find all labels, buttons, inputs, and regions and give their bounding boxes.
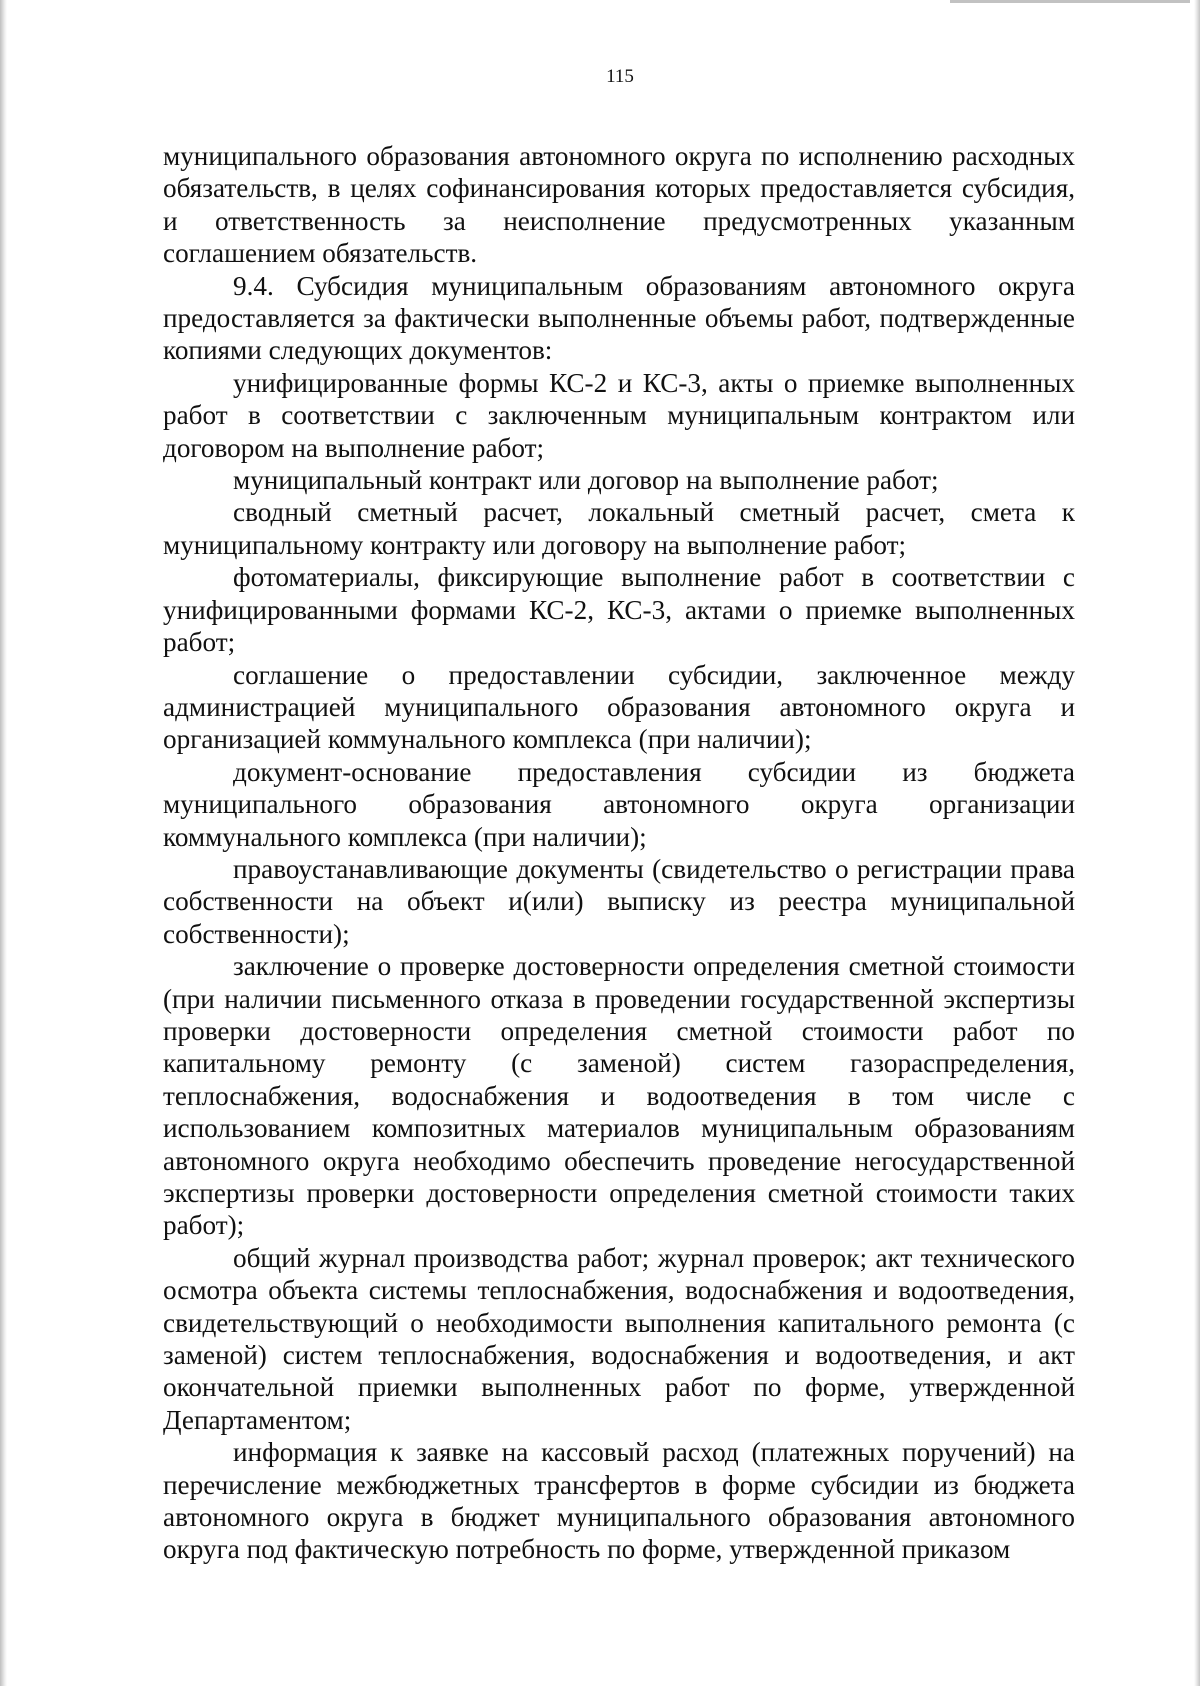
scan-edge-left	[0, 0, 7, 1686]
list-item-cash-expense-info: информация к заявке на кассовый расход (платежных поручений) на перечисление межбюджетных трансфертов в форме субсидии из бюджета автономного округа в бюджет муниципального образования автономного округа под фактическую потребность по форме, утвержденной приказом	[163, 1437, 1075, 1565]
list-item-subsidy-agreement: соглашение о предоставлении субсидии, заключенное между администрацией муниципального образования автономного округа и организацией коммунального комплекса (при наличии);	[163, 659, 1075, 755]
list-item-title-documents: правоустанавливающие документы (свидетельство о регистрации права собственности на объект и(или) выписку из реестра муниципальной собственности);	[163, 853, 1075, 949]
scan-edge-right	[1194, 0, 1200, 1686]
list-item-estimate: сводный сметный расчет, локальный сметный расчет, смета к муниципальному контракту или договору на выполнение работ;	[163, 497, 1075, 560]
document-body	[163, 140, 1075, 1566]
paragraph-continuation: муниципального образования автономного округа по исполнению расходных обязательств, в целях софинансирования которых предоставляется субсидия, и ответственность за неисполнение предусмотренных указанным соглашением обязательств.	[163, 141, 1075, 269]
list-item-contract: муниципальный контракт или договор на выполнение работ;	[233, 465, 939, 496]
list-item-work-journal: общий журнал производства работ; журнал проверок; акт технического осмотра объекта системы теплоснабжения, водоснабжения и водоотведения, свидетельствующий о необходимости выполнения капитального ремонта (с заменой) систем теплоснабжения, водоснабжения и водоотведения, и акт окончательной приемки выполненных работ по форме, утвержденной Департаментом;	[163, 1242, 1075, 1435]
list-item-expertise-conclusion: заключение о проверке достоверности определения сметной стоимости (при наличии письменного отказа в проведении государственной экспертизы проверки достоверности определения сметной стоимости работ по капитальному ремонту (с заменой) систем газораспределения, теплоснабжения, водоснабжения и водоотведения в том числе с использованием композитных материалов муниципальным образованиям автономного округа необходимо обеспечить проведение негосударственной экспертизы проверки достоверности определения сметной стоимости таких работ);	[163, 951, 1075, 1241]
list-item-basis-document: документ-основание предоставления субсидии из бюджета муниципального образования автономного округа организации коммунального комплекса (при наличии);	[163, 756, 1075, 852]
scan-edge-top	[950, 0, 1190, 3]
paragraph-section-9-4: 9.4. Субсидия муниципальным образованиям автономного округа предоставляется за фактически выполненные объемы работ, подтвержденные копиями следующих документов:	[163, 270, 1075, 366]
list-item-photo-materials: фотоматериалы, фиксирующие выполнение работ в соответствии с унифицированными формами КС-2, КС-3, актами о приемке выполненных работ;	[163, 562, 1075, 658]
page-number: 115	[606, 66, 634, 87]
list-item-ks-forms: унифицированные формы КС-2 и КС-3, акты о приемке выполненных работ в соответствии с заключенным муниципальным контрактом или договором на выполнение работ;	[163, 367, 1075, 463]
